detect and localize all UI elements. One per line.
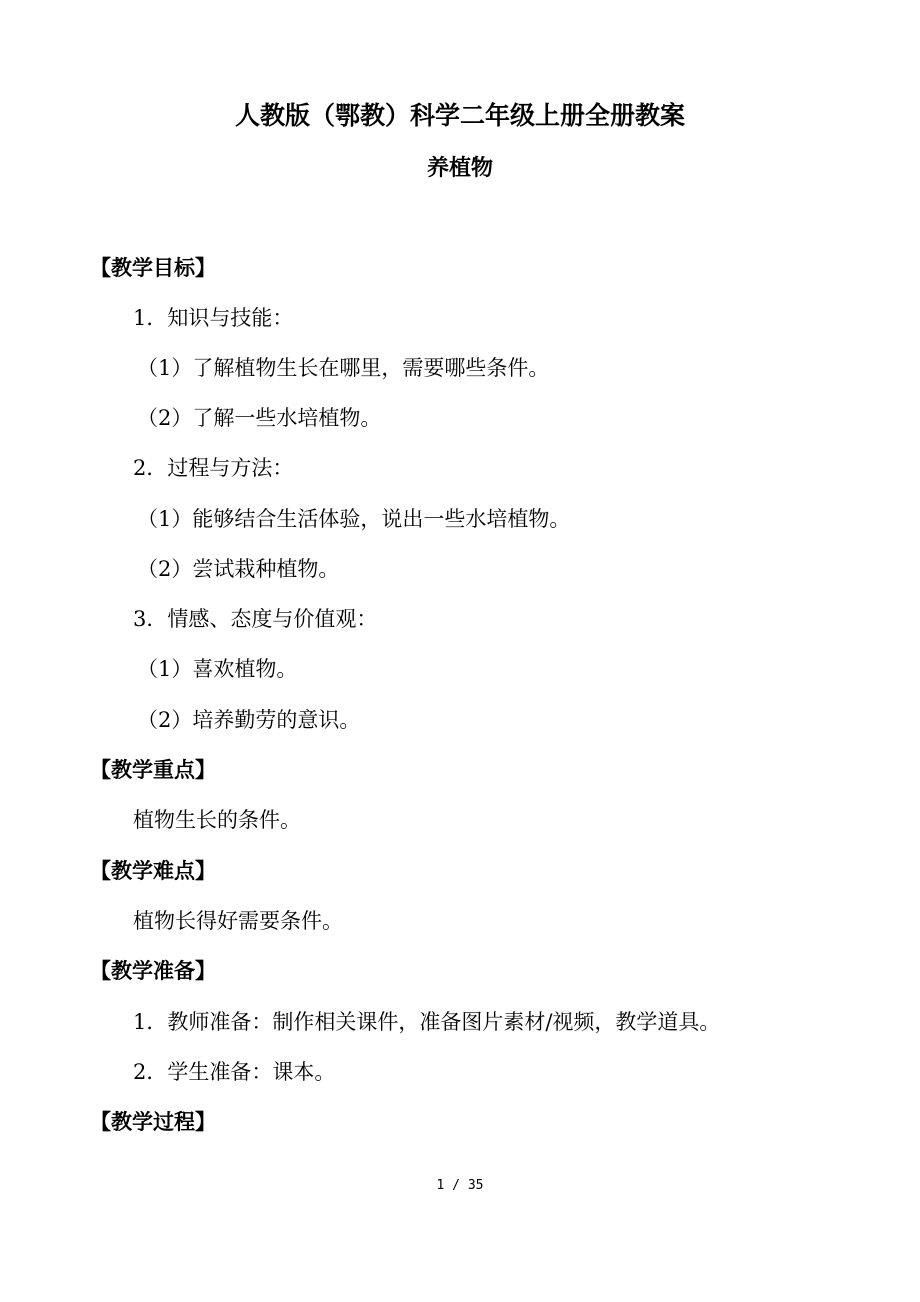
preparation-item-1: 1．教师准备：制作相关课件，准备图片素材/视频，教学道具。 [133, 1010, 721, 1034]
lesson-title: 养植物 [426, 156, 493, 181]
section-heading-preparation: 【教学准备】 [90, 959, 216, 983]
objective-item-1-sub-1: （1）了解植物生长在哪里，需要哪些条件。 [137, 356, 550, 380]
section-heading-difficulties: 【教学难点】 [90, 859, 216, 883]
section-heading-key-points: 【教学重点】 [90, 758, 216, 782]
document-title: 人教版（鄂教）科学二年级上册全册教案 [234, 101, 685, 130]
objective-item-3-sub-2: （2）培养勤劳的意识。 [137, 708, 361, 732]
section-heading-process: 【教学过程】 [90, 1110, 216, 1134]
objective-item-2-sub-2: （2）尝试栽种植物。 [137, 557, 340, 581]
preparation-item-2: 2．学生准备：课本。 [133, 1060, 336, 1084]
objective-item-2: 2．过程与方法： [133, 456, 294, 480]
objective-item-1-sub-2: （2）了解一些水培植物。 [137, 406, 382, 430]
objective-item-3-sub-1: （1）喜欢植物。 [137, 657, 298, 681]
difficulties-text: 植物长得好需要条件。 [133, 909, 343, 933]
key-points-text: 植物生长的条件。 [133, 808, 301, 832]
page-number: 1 / 35 [436, 1178, 484, 1193]
section-heading-objectives: 【教学目标】 [90, 256, 216, 280]
objective-item-2-sub-1: （1）能够结合生活体验，说出一些水培植物。 [137, 507, 571, 531]
objective-item-1: 1．知识与技能： [133, 306, 294, 330]
objective-item-3: 3．情感、态度与价值观： [133, 607, 378, 631]
